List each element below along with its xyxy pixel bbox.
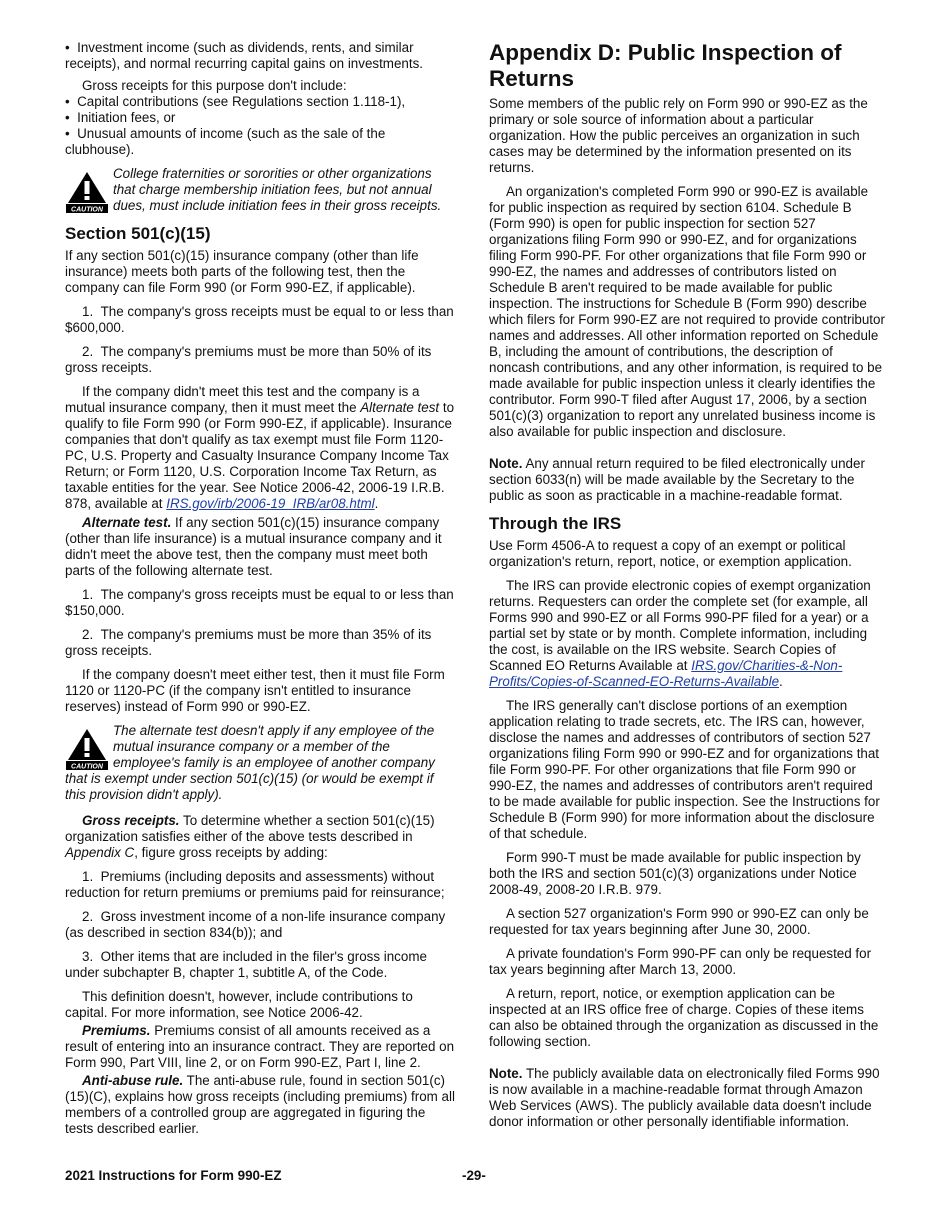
irb-link[interactable]: IRS.gov/irb/2006-19_IRB/ar08.html xyxy=(166,496,375,511)
paragraph: The IRS generally can't disclose portions of an exemption application relating to trade secrets, etc. The IRS can, however, disclose the names and addresses of contributors of section 527 organizations filing Form 990 or 990-EZ and for organizations that file Form 990-PF. For other organizations that file Form 990 or 990-EZ, the names and addresses of contributors aren't required to be made available for public inspection. See the Instructions for Schedule B (Form 990) for more information about the disclosure of that schedule. xyxy=(489,698,880,841)
footer-title: 2021 Instructions for Form 990-EZ xyxy=(65,1168,282,1183)
paragraph: This definition doesn't, however, include contributions to capital. For more information, see Notice 2006-42. xyxy=(65,989,413,1020)
caution-icon-label: CAUTION xyxy=(71,763,103,771)
paragraph: Gross receipts for this purpose don't include: xyxy=(82,78,347,93)
bullet-item: • Unusual amounts of income (such as the sale of the clubhouse). xyxy=(65,126,457,158)
paragraph: An organization's completed Form 990 or 990-EZ is available for public inspection as required by section 6104. Schedule B (Form 990) is open for public inspection for section 527 organizations filing Form 990 or 990-EZ, and for organizations filing Form 990-PF. For other organizations that file Form 990 or 990-EZ, the names and addresses of contributors listed on Schedule B aren't required to be made available for public inspection. The instructions for Schedule B (Form 990) describe which filers for Form 990-EZ are not required to provide contributor names and addresses. All other information reported on Schedule B, including the amount of contributions, the description of noncash contributions, and any other information, is required to be made available for public inspection unless it clearly identifies the contributor. Form 990-T filed after August 17, 2006, by a section 501(c)(3) organization to report any unrelated business income is also available for public inspection and disclosure. xyxy=(489,184,885,439)
caution-note xyxy=(65,723,457,803)
caution-icon-label: CAUTION xyxy=(71,206,103,214)
caution-note xyxy=(65,166,457,214)
caution-text: College fraternities or sororities or other organizations that charge membership initiation fees, but not annual dues, must include initiation fees in their gross receipts. xyxy=(113,166,442,213)
right-column xyxy=(489,40,885,1138)
paragraph: The IRS can provide electronic copies of exempt organization returns. Requesters can order the complete set (for example, all Forms 990 and 990-EZ or all Forms 990-PF filed for a year) or a partial set by state or by month. Complete information, including the cost, is available on the IRS website. Search Copies of Scanned EO Returns Available at IRS.gov/Charities-&-Non-Profits/Copies-of-Scanned-EO-Returns-Available. xyxy=(489,578,871,689)
left-column xyxy=(65,40,457,1145)
list-item: 3. Other items that are included in the filer's gross income under subchapter B, chapter 1, subtitle A, of the Code. xyxy=(65,949,427,980)
scanned-eo-returns-link[interactable]: IRS.gov/Charities-&-Non-Profits/Copies-of-Scanned-EO-Returns-Available xyxy=(489,658,843,689)
section-heading: Through the IRS xyxy=(489,514,622,533)
page-number: -29- xyxy=(462,1168,486,1183)
paragraph: Use Form 4506-A to request a copy of an exempt or political organization's return, report, notice, or exemption application. xyxy=(489,538,852,569)
paragraph: Form 990-T must be made available for public inspection by both the IRS and section 501(c)(3) organizations under Notice 2008-49, 2008-20 I.R.B. 979. xyxy=(489,850,861,897)
bullet-investment-income: • Investment income (such as dividends, rents, and similar receipts), and normal recurring capital gains on investments. xyxy=(65,40,457,72)
appendix-title: Appendix D: Public Inspection of Returns xyxy=(489,40,842,91)
paragraph: A section 527 organization's Form 990 or 990-EZ can only be requested for tax years beginning after June 30, 2000. xyxy=(489,906,869,937)
caution-text: The alternate test doesn't apply if any employee of the mutual insurance company or a member of the employee's family is an employee of another company that is exempt under section 501(c)(15) (or would be exempt if this provision didn't apply). xyxy=(65,723,435,802)
bullet-item: • Initiation fees, or xyxy=(65,110,457,126)
caution-icon xyxy=(65,170,109,214)
list-item: 2. Gross investment income of a non-life insurance company (as described in section 834(b)); and xyxy=(65,909,446,940)
list-item: 2. The company's premiums must be more than 35% of its gross receipts. xyxy=(65,627,432,658)
paragraph: A return, report, notice, or exemption application can be inspected at an IRS office free of charge. Copies of these items can also be obtained through the organization as discussed in the following section. xyxy=(489,986,879,1049)
paragraph: If the company didn't meet this test and the company is a mutual insurance company, then it must meet the Alternate test to qualify to file Form 990 (or Form 990-EZ, if applicable). Insurance companies that don't qualify as tax exempt must file Form 1120-PC, U.S. Property and Casualty Insurance Company Income Tax Return; or Form 1120, U.S. Corporation Income Tax Return, as taxable entities for the year. See Notice 2006-42, 2006-19 I.R.B. 878, available at IRS.gov/irb/2006-19_IRB/ar08.html. xyxy=(65,384,455,511)
paragraph: Alternate test. If any section 501(c)(15) insurance company (other than life insurance) is a mutual insurance company and it didn't meet the above test, then the company must meet both parts of the following alternate test. xyxy=(65,515,442,578)
list-item: 1. The company's gross receipts must be equal to or less than $600,000. xyxy=(65,304,454,335)
paragraph: Premiums. Premiums consist of all amounts received as a result of entering into an insurance contract. They are reported on Form 990, Part VIII, line 2, or on Form 990-EZ, Part I, line 2. xyxy=(65,1023,455,1070)
paragraph: A private foundation's Form 990-PF can only be requested for tax years beginning after March 13, 2000. xyxy=(489,946,872,977)
note: Note. The publicly available data on electronically filed Forms 990 is now available in a machine-readable format through Amazon Web Services (AWS). The publicly available data doesn't include donor information or other personally identifiable information. xyxy=(489,1066,880,1129)
paragraph: If the company doesn't meet either test, then it must file Form 1120 or 1120-PC (if the company isn't entitled to insurance reserves) instead of Form 990 or 990-EZ. xyxy=(65,667,445,714)
caution-icon xyxy=(65,727,109,771)
paragraph: Some members of the public rely on Form 990 or 990-EZ as the primary or sole source of information about a particular organization. How the public perceives an organization in such cases may be determined by the information presented on its returns. xyxy=(489,96,868,175)
paragraph: Gross receipts. To determine whether a section 501(c)(15) organization satisfies either of the above tests described in Appendix C, figure gross receipts by adding: xyxy=(65,813,435,860)
list-item: 2. The company's premiums must be more than 50% of its gross receipts. xyxy=(65,344,432,375)
note: Note. Any annual return required to be filed electronically under section 6033(n) will be made available by the Secretary to the public as soon as practicable in a machine-readable format. xyxy=(489,456,865,503)
list-item: 1. Premiums (including deposits and assessments) without reduction for return premiums or premiums paid for reinsurance; xyxy=(65,869,445,900)
bullet-item: • Capital contributions (see Regulations section 1.118-1), xyxy=(65,94,457,110)
page-footer xyxy=(65,1168,885,1183)
paragraph: Anti-abuse rule. The anti-abuse rule, found in section 501(c)(15)(C), explains how gross receipts (including premiums) from all members of a controlled group are aggregated in figuring the tests described earlier. xyxy=(65,1073,455,1136)
list-item: 1. The company's gross receipts must be equal to or less than $150,000. xyxy=(65,587,454,618)
section-heading: Section 501(c)(15) xyxy=(65,224,211,243)
paragraph: If any section 501(c)(15) insurance company (other than life insurance) meets both parts of the following test, then the company can file Form 990 (or Form 990-EZ, if applicable). xyxy=(65,248,419,295)
